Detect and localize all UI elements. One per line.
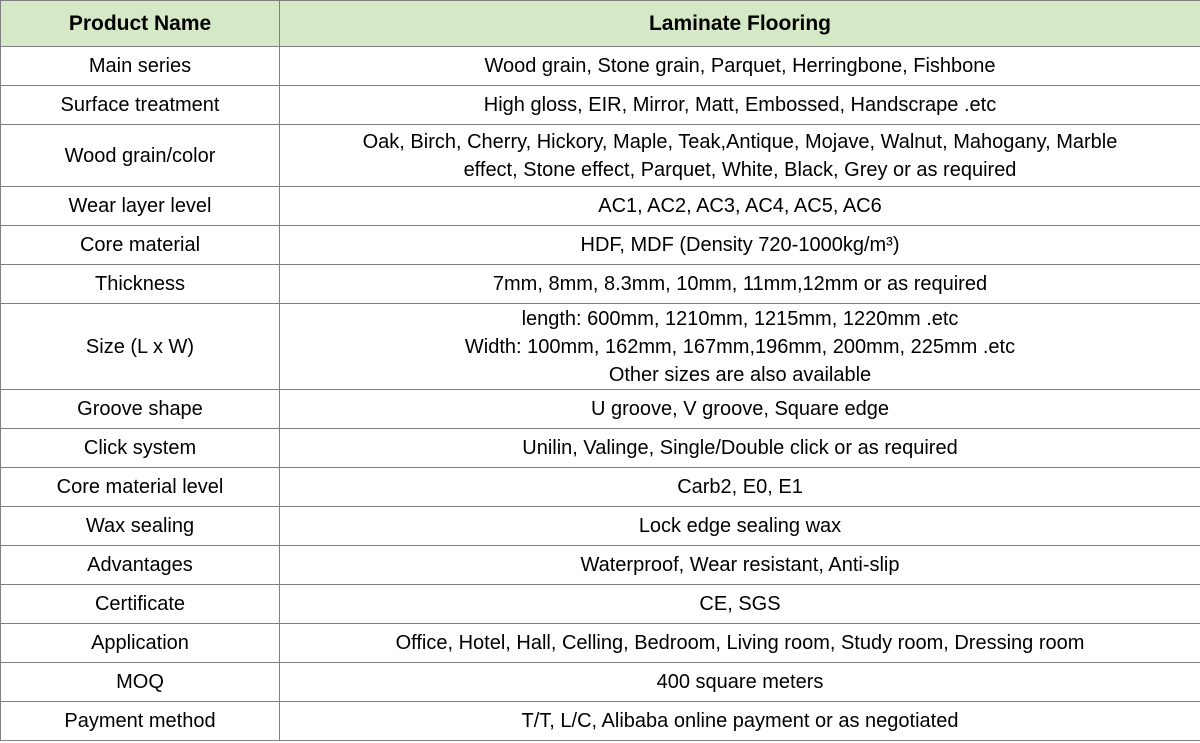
table-header [1, 1, 1200, 47]
row-value [280, 624, 1200, 663]
row-label: Thickness [1, 265, 280, 304]
table-row [1, 304, 1200, 390]
row-value [280, 265, 1200, 304]
row-value-line: Other sizes are also available [608, 363, 872, 386]
table-row [1, 86, 1200, 125]
row-value [280, 304, 1200, 390]
table-row [1, 663, 1200, 702]
table-row [1, 226, 1200, 265]
row-label: Advantages [1, 546, 280, 585]
row-label: Click system [1, 429, 280, 468]
row-label: Certificate [1, 585, 280, 624]
row-value [280, 702, 1200, 741]
row-value-line: Width: 100mm, 162mm, 167mm,196mm, 200mm, 225mm .etc [464, 335, 1016, 358]
row-value [280, 663, 1200, 702]
row-label: Surface treatment [1, 86, 280, 125]
row-value [280, 429, 1200, 468]
table-row [1, 468, 1200, 507]
row-value [280, 468, 1200, 507]
table-row [1, 125, 1200, 187]
row-label: Payment method [1, 702, 280, 741]
row-value-line: HDF, MDF (Density 720-1000kg/m³) [580, 234, 900, 256]
row-label: Core material [1, 226, 280, 265]
table-row [1, 702, 1200, 741]
header-laminate-flooring: Laminate Flooring [280, 1, 1200, 47]
row-value-line: U groove, V groove, Square edge [591, 398, 889, 420]
row-value-line: Waterproof, Wear resistant, Anti-slip [580, 554, 900, 576]
row-value-line: length: 600mm, 1210mm, 1215mm, 1220mm .etc [521, 307, 959, 330]
row-value-line: High gloss, EIR, Mirror, Matt, Embossed, Handscrape .etc [483, 94, 997, 116]
table-row [1, 546, 1200, 585]
table-row [1, 47, 1200, 86]
row-label: MOQ [1, 663, 280, 702]
header-product-name: Product Name [1, 1, 280, 47]
row-value [280, 585, 1200, 624]
row-value-line: 400 square meters [656, 671, 824, 693]
row-label: Wear layer level [1, 187, 280, 226]
table-body [1, 47, 1200, 741]
row-value [280, 546, 1200, 585]
row-value [280, 226, 1200, 265]
table-row [1, 265, 1200, 304]
row-value-line: Wood grain, Stone grain, Parquet, Herringbone, Fishbone [484, 55, 996, 77]
row-value [280, 125, 1200, 187]
table-row [1, 507, 1200, 546]
row-value-line: AC1, AC2, AC3, AC4, AC5, AC6 [598, 195, 882, 217]
row-value-line: Unilin, Valinge, Single/Double click or as required [522, 437, 958, 459]
row-label: Size (L x W) [1, 304, 280, 390]
row-value-line: Carb2, E0, E1 [677, 476, 803, 498]
row-value [280, 47, 1200, 86]
row-label: Core material level [1, 468, 280, 507]
row-value-line: T/T, L/C, Alibaba online payment or as negotiated [521, 710, 959, 732]
row-label: Wood grain/color [1, 125, 280, 187]
row-value-line: Oak, Birch, Cherry, Hickory, Maple, Teak,Antique, Mojave, Walnut, Mahogany, Marble [362, 130, 1118, 153]
header-row [1, 1, 1200, 47]
row-label: Main series [1, 47, 280, 86]
row-value-line: Lock edge sealing wax [638, 515, 842, 537]
row-label: Wax sealing [1, 507, 280, 546]
row-label: Groove shape [1, 390, 280, 429]
row-value-line: Office, Hotel, Hall, Celling, Bedroom, Living room, Study room, Dressing room [395, 632, 1085, 654]
row-value [280, 390, 1200, 429]
row-value [280, 507, 1200, 546]
table-row [1, 624, 1200, 663]
table-row [1, 187, 1200, 226]
row-value [280, 187, 1200, 226]
table-row [1, 390, 1200, 429]
row-label: Application [1, 624, 280, 663]
row-value-line: CE, SGS [699, 593, 781, 615]
row-value-line: 7mm, 8mm, 8.3mm, 10mm, 11mm,12mm or as required [492, 273, 988, 295]
row-value-line: effect, Stone effect, Parquet, White, Black, Grey or as required [463, 158, 1017, 181]
table-row [1, 585, 1200, 624]
row-value [280, 86, 1200, 125]
table-row [1, 429, 1200, 468]
